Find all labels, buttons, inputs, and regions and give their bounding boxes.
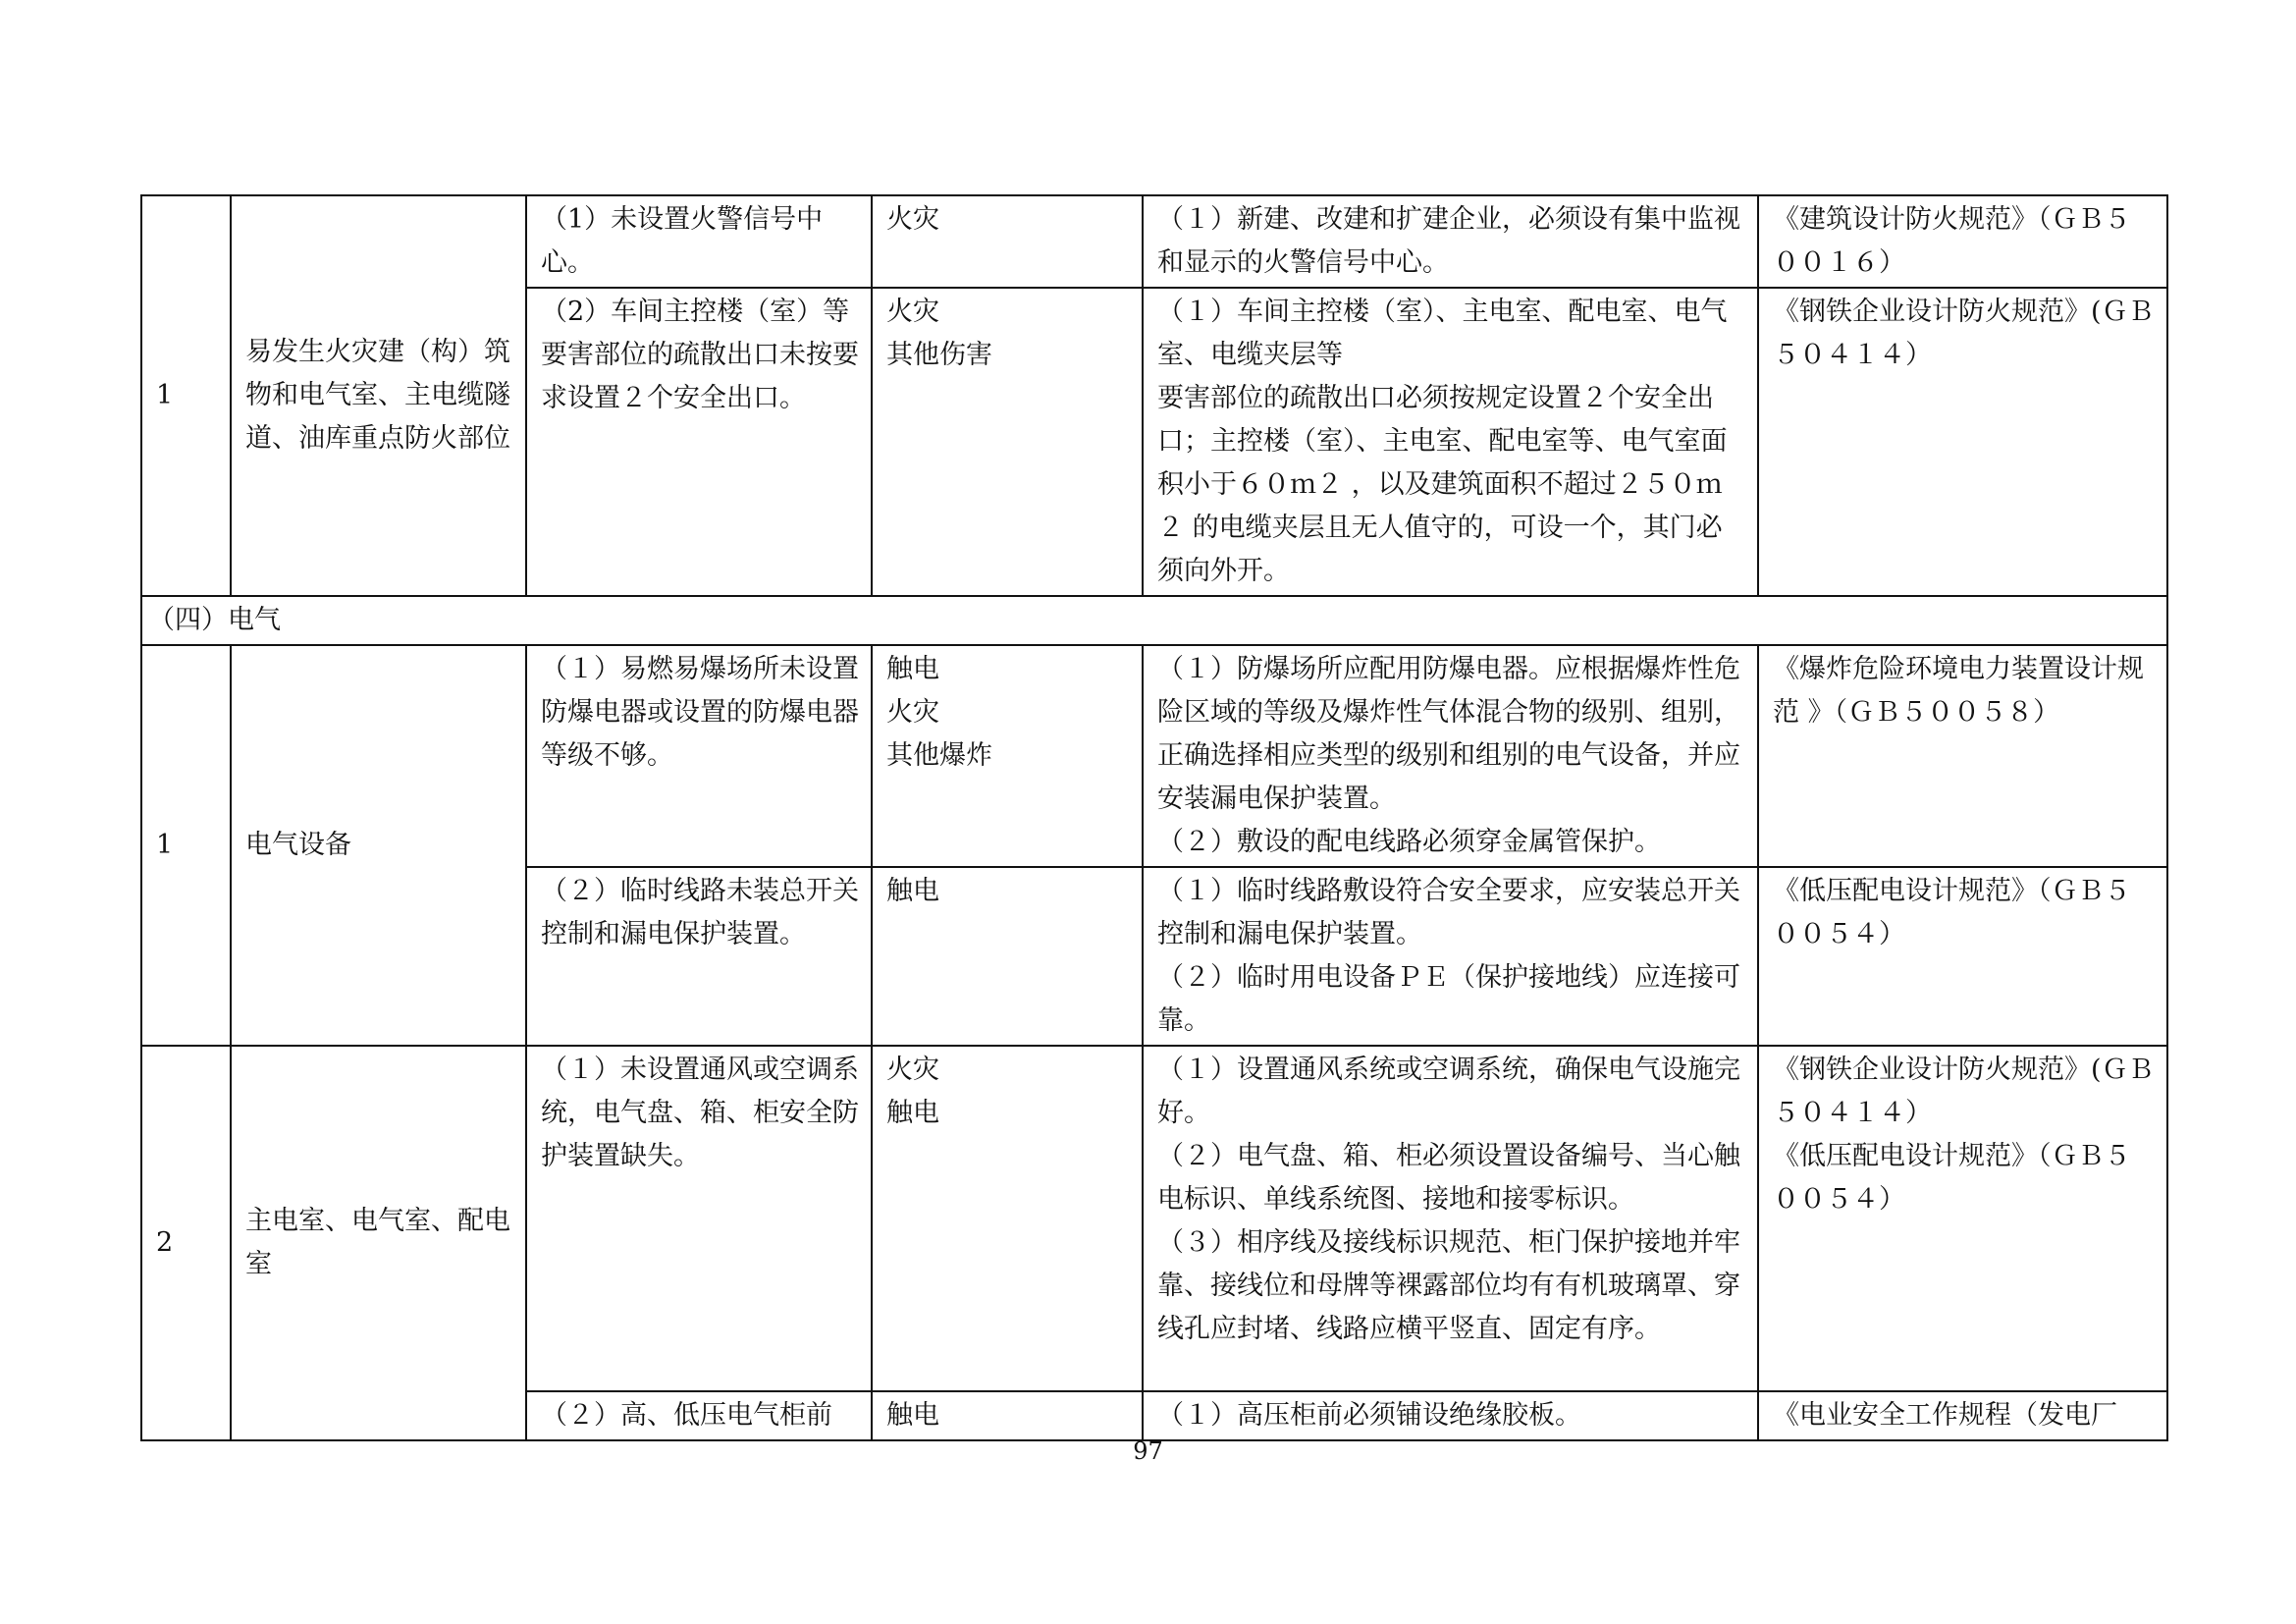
issue-cell: （２）高、低压电气柜前 [526, 1391, 872, 1440]
issue-cell: （１）易燃易爆场所未设置防爆电器或设置的防爆电器等级不够。 [526, 645, 872, 867]
issue-cell: （2）车间主控楼（室）等要害部位的疏散出口未按要求设置２个安全出口。 [526, 288, 872, 596]
table-row [141, 645, 2167, 867]
basis-cell: 《建筑设计防火规范》（ＧＢ５００１６） [1758, 195, 2167, 288]
row-number: 1 [141, 195, 231, 596]
hazard-table [140, 194, 2168, 1441]
table-row [141, 195, 2167, 288]
hazard-cell: 火灾 其他伤害 [872, 288, 1143, 596]
measure-cell: （１）新建、改建和扩建企业，必须设有集中监视和显示的火警信号中心。 [1143, 195, 1758, 288]
category-cell: 易发生火灾建（构）筑物和电气室、主电缆隧道、油库重点防火部位 [231, 195, 526, 596]
page-number: 97 [1133, 1437, 1163, 1465]
hazard-cell: 火灾 [872, 195, 1143, 288]
basis-cell: 《爆炸危险环境电力装置设计规范 》（ＧＢ５００５８） [1758, 645, 2167, 867]
issue-cell: （1）未设置火警信号中心。 [526, 195, 872, 288]
table-row [141, 1046, 2167, 1391]
hazard-cell: 触电 火灾 其他爆炸 [872, 645, 1143, 867]
hazard-cell: 触电 [872, 1391, 1143, 1440]
category-cell: 电气设备 [231, 645, 526, 1046]
measure-cell: （１）防爆场所应配用防爆电器。应根据爆炸性危险区域的等级及爆炸性气体混合物的级别、组别，正确选择相应类型的级别和组别的电气设备，并应安装漏电保护装置。 （２）敷设的配电线路必须穿金属管保护。 [1143, 645, 1758, 867]
basis-cell: 《低压配电设计规范》（ＧＢ５００５４） [1758, 867, 2167, 1046]
measure-cell: （１）设置通风系统或空调系统，确保电气设施完好。 （２）电气盘、箱、柜必须设置设备编号、当心触电标识、单线系统图、接地和接零标识。 （３）相序线及接线标识规范、柜门保护接地并牢靠、接线位和母牌等裸露部位均有有机玻璃罩、穿线孔应封堵、线路应横平竖直、固定有序。 [1143, 1046, 1758, 1391]
basis-cell: 《钢铁企业设计防火规范》(ＧＢ ５０４１４） [1758, 288, 2167, 596]
basis-cell: 《电业安全工作规程（发电厂 [1758, 1391, 2167, 1440]
row-number: 2 [141, 1046, 231, 1440]
hazard-cell: 火灾 触电 [872, 1046, 1143, 1391]
category-cell: 主电室、电气室、配电室 [231, 1046, 526, 1440]
row-number: 1 [141, 645, 231, 1046]
hazard-cell: 触电 [872, 867, 1143, 1046]
section-title: （四）电气 [141, 596, 2167, 645]
section-row [141, 596, 2167, 645]
measure-cell: （１）车间主控楼（室）、主电室、配电室、电气室、电缆夹层等 要害部位的疏散出口必须按规定设置２个安全出口；主控楼（室）、主电室、配电室等、电气室面积小于６０ｍ２ ，以及建筑面积不超过２５０ｍ２ 的电缆夹层且无人值守的，可设一个，其门必须向外开。 [1143, 288, 1758, 596]
issue-cell: （２）临时线路未装总开关控制和漏电保护装置。 [526, 867, 872, 1046]
basis-cell: 《钢铁企业设计防火规范》(ＧＢ ５０４１４） 《低压配电设计规范》（ＧＢ５００５４） [1758, 1046, 2167, 1391]
measure-cell: （１）高压柜前必须铺设绝缘胶板。 [1143, 1391, 1758, 1440]
measure-cell: （１）临时线路敷设符合安全要求，应安装总开关控制和漏电保护装置。 （２）临时用电设备ＰＥ（保护接地线）应连接可靠。 [1143, 867, 1758, 1046]
issue-cell: （１）未设置通风或空调系统，电气盘、箱、柜安全防护装置缺失。 [526, 1046, 872, 1391]
